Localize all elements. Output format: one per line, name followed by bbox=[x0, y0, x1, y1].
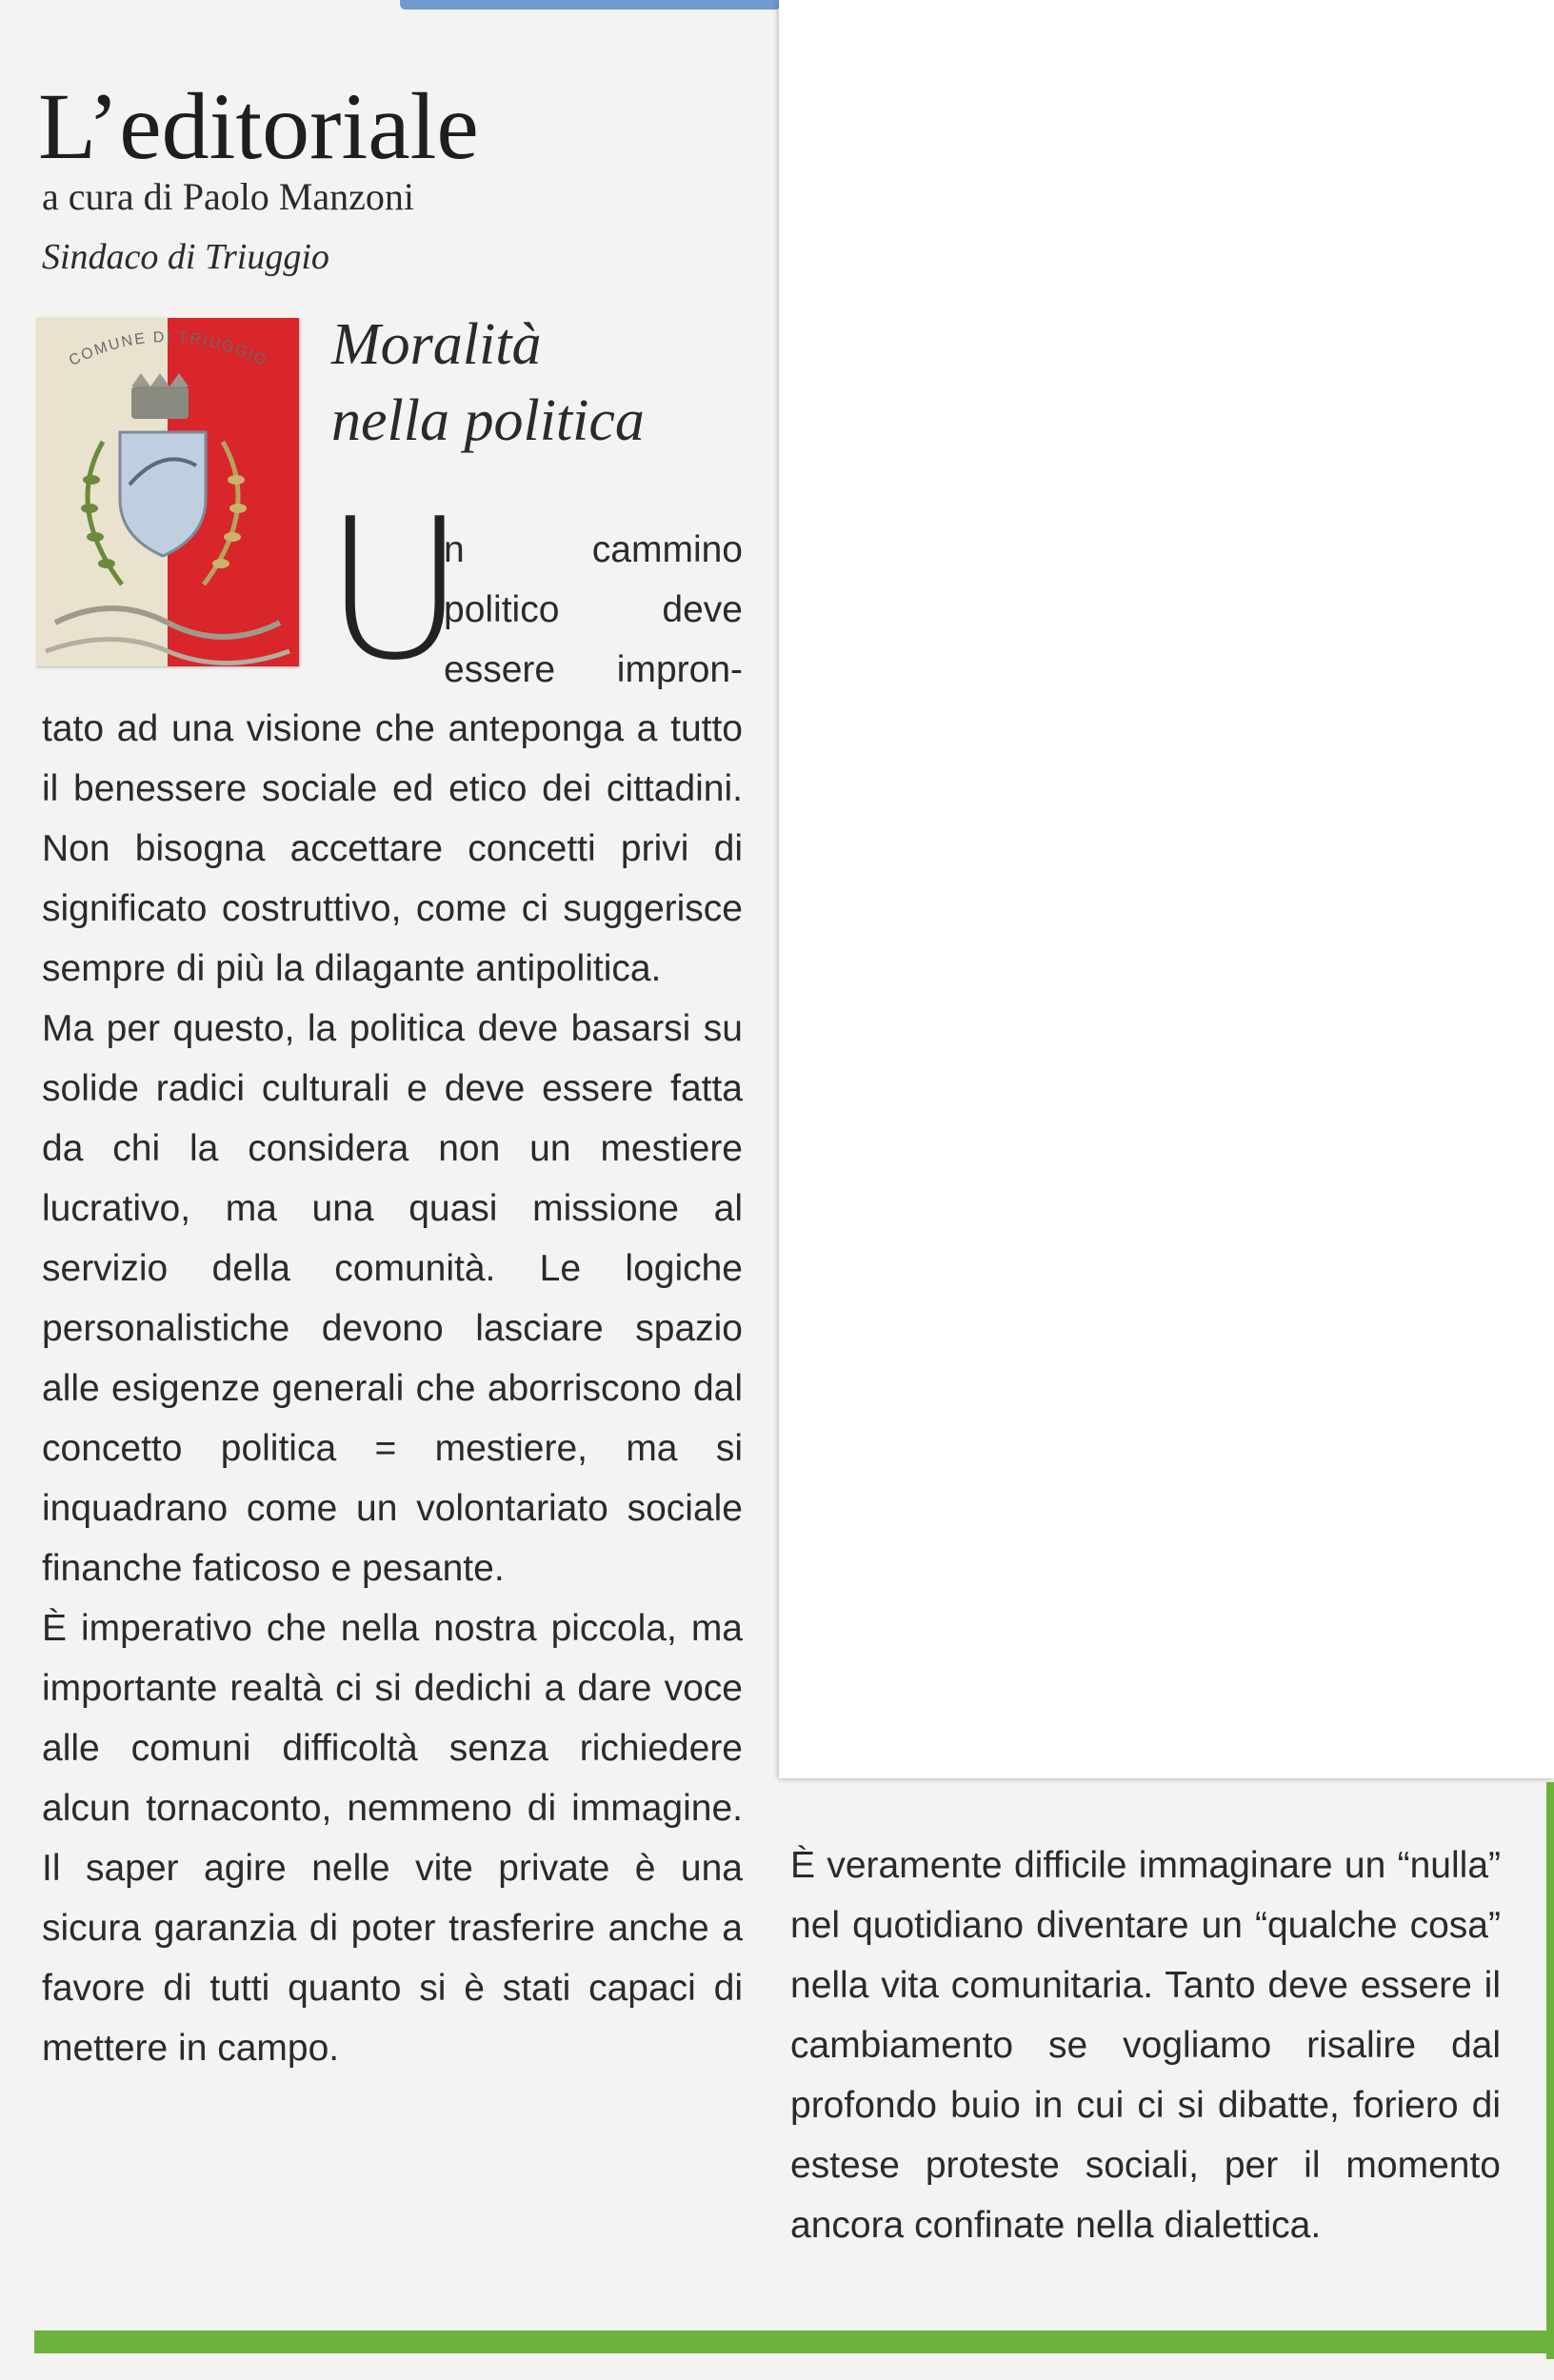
municipal-banner-image bbox=[36, 318, 299, 666]
blank-page-area bbox=[779, 0, 1554, 1778]
subtitle-line-1: Moralità bbox=[331, 312, 542, 377]
top-color-bar bbox=[400, 0, 781, 10]
drop-cap-letter: U bbox=[324, 478, 467, 704]
paragraph: È imperativo che nella nostra piccola, ma importante realtà ci si dedichi a dare voce alle comuni difficoltà senza richiedere alcun tornaconto, nemmeno di immagine. Il saper agire nelle vite private è una sicura garanzia di poter trasferire anche a favore di tutti quanto si è stati capaci di mettere in campo. bbox=[42, 1608, 743, 2069]
green-frame-right bbox=[1546, 1782, 1554, 2359]
author-role: Sindaco di Triuggio bbox=[42, 237, 329, 277]
article-column-2 bbox=[790, 1835, 1501, 2255]
intro-line: n cammino bbox=[444, 529, 743, 570]
intro-line: politico deve bbox=[444, 589, 743, 630]
paragraph: Ma per questo, la politica deve basarsi su solide radici culturali e deve essere fatta da chi la considera non un mestiere lucrativo, ma una quasi missione al servizio della comunità. Le logiche personalistiche devono lasciare spazio alle esigenze generali che aborriscono dal concetto politica = mestiere, ma si inquadrano come un volontariato sociale finanche faticoso e pesante. bbox=[42, 1008, 743, 1589]
article-column-1 bbox=[42, 699, 743, 2078]
paragraph: È veramente difficile immaginare un “nulla” nel quotidiano diventare un “qualche cosa” nella vita comunitaria. Tanto deve essere il cambiamento se vogliamo risalire dal profondo buio in cui ci si dibatte, foriero di estese proteste sociali, per il momento ancora confinate nella dialettica. bbox=[790, 1845, 1501, 2246]
intro-line: essere impron- bbox=[444, 649, 743, 690]
editorial-title: L’editoriale bbox=[38, 73, 479, 179]
paragraph: tato ad una visione che anteponga a tutto il benessere sociale ed etico dei cittadini. Non bisogna accettare concetti privi di significato costruttivo, come ci suggerisce sempre di più la dilagante antipolitica. bbox=[42, 708, 743, 989]
article-subtitle bbox=[331, 307, 645, 459]
author-byline: a cura di Paolo Manzoni bbox=[42, 175, 414, 218]
green-frame-bottom bbox=[34, 2330, 1554, 2353]
banner-text: COMUNE DI TRIUGGIO bbox=[66, 328, 270, 370]
intro-text bbox=[444, 520, 743, 700]
subtitle-line-2: nella politica bbox=[331, 388, 645, 453]
